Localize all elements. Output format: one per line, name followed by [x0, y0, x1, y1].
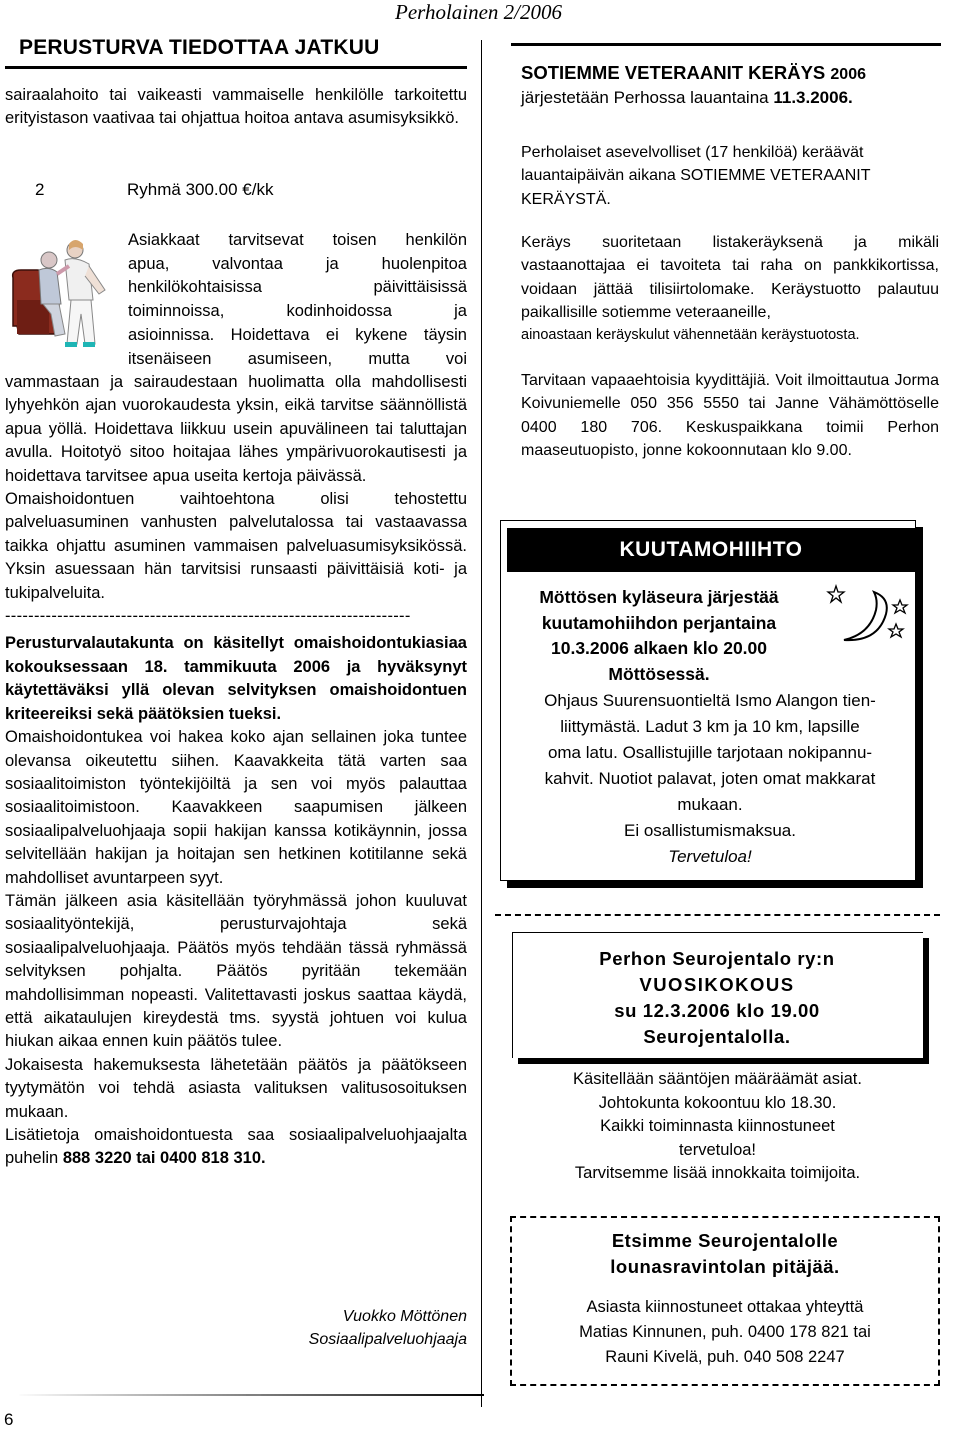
- ski-line: Möttösen kyläseura järjestää: [539, 587, 779, 607]
- dash-separator: ----------------------------------------------------------------------: [5, 607, 411, 626]
- meeting-text-line: Tarvitsemme lisää innokkaita toimijoita.: [574, 1164, 861, 1182]
- meeting-line: Seurojentalolla.: [643, 1026, 791, 1047]
- veterans-title: SOTIEMME VETERAANIT KERÄYS: [521, 62, 826, 83]
- ski-line: 10.3.2006 alkaen klo 20.00: [551, 638, 767, 658]
- veterans-date: 11.3.2006.: [773, 88, 853, 107]
- veterans-year: 2006: [830, 66, 866, 83]
- para1-line: henkilökohtaisissa päivittäisissä: [128, 278, 467, 297]
- ski-text-line: Ei osallistumismaksua.: [624, 821, 796, 840]
- ski-text-line: oma latu. Osallistujille tarjotaan nokipannu-: [547, 743, 873, 762]
- veterans-para2: Keräys suoritetaan listakeräyksenä ja mikäli vastaanottajaa ei tavoiteta tai raha on pankkikortissa, voidaan jättää tilisiirtolomake. Keräystuotto palautuu paikallisille sotiemme veteraaneille,: [521, 234, 939, 321]
- group-number: 2: [35, 180, 45, 199]
- right-separator: [495, 914, 940, 916]
- veterans-para1: Perholaiset asevelvolliset (17 henkilöä) keräävät lauantaipäivän aikana SOTIEMME VETERAANIT KERÄYSTÄ.: [521, 144, 871, 208]
- ski-welcome: Tervetuloa!: [668, 847, 752, 866]
- para3: Omaishoidontukea voi hakea koko ajan sellainen joka tuntee olevansa oikeutettu siihen. Kaavakkeita tätä varten saa sosiaalitoimiston työntekijöiltä ja sen voi myös palauttaa sosiaalitoimistoon. Kaavakkeen saapumisen jälkeen sosiaalipalveluohjaaja sopii hakijan kanssa kotikäynnin, jossa selvitellään hakijan ja hoitajan sen hetkinen kotitilanne sekä mahdolliset avuntarpeen syyt.: [5, 728, 467, 887]
- ski-line: Möttösessä.: [608, 663, 710, 684]
- para1-line: itsenäiseen asumiseen, mutta voi: [128, 349, 467, 368]
- meeting-text-line: tervetuloa!: [678, 1140, 757, 1159]
- para5: Jokaisesta hakemuksesta lähetetään päätös ja päätökseen tyytymätön voi tehdä asiasta valituksen valitusosoituksen mukaan.: [5, 1055, 467, 1121]
- title-rule: [5, 66, 467, 69]
- right-top-rule: [511, 43, 941, 46]
- search-line: lounasravintolan pitäjää.: [610, 1256, 840, 1277]
- search-line: Etsimme Seurojentalolle: [611, 1230, 839, 1251]
- meeting-text-line: Käsitellään sääntöjen määräämät asiat.: [573, 1070, 862, 1088]
- search-text-line: Matias Kinnunen, puh. 0400 178 821 tai: [579, 1323, 871, 1341]
- veterans-para2-note: ainoastaan keräyskulut vähennetään keräystuotosta.: [521, 327, 860, 344]
- para2: Omaishoidontuen vaihtoehtona olisi tehostettu palveluasuminen vanhusten palvelutalossa tai vastaavassa taikka ohjattu asuminen vammaisen palveluasumisyksikössä. Yksin asuessaan hän tarvitsisi runsaasti päivittäisiä koti- ja tukipalveluita.: [5, 490, 467, 602]
- veterans-para3: Tarvitaan vapaaehtoisia kyydittäjiä. Voit ilmoittautua Jorma Koivuniemelle 050 356 5550 tai Janne Vähämöttöselle 0400 180 706. Keskuspaikkana toimii Perhon maaseutuopisto, jonne kokoonnutaan klo 9.00.: [521, 372, 939, 459]
- para1-line: Asiakkaat tarvitsevat toisen henkilön: [128, 231, 467, 249]
- veterans-date-text: järjestetään Perhossa lauantaina: [521, 88, 774, 107]
- meeting-text-line: Johtokunta kokoontuu klo 18.30.: [598, 1093, 837, 1112]
- page-header: Perholainen 2/2006: [395, 0, 563, 24]
- signature-name: Vuokko Möttönen: [342, 1308, 467, 1325]
- search-text-line: Rauni Kivelä, puh. 040 508 2247: [605, 1348, 845, 1366]
- ski-title: KUUTAMOHIIHTO: [619, 538, 803, 561]
- section-title: PERUSTURVA TIEDOTTAA JATKUU: [19, 36, 380, 59]
- signature-title: Sosiaalipalveluohjaaja: [308, 1331, 467, 1348]
- search-text-line: Asiasta kiinnostuneet ottakaa yhteyttä: [586, 1298, 864, 1316]
- para6-text: Lisätietoja omaishoidontuesta saa sosiaalipalveluohjaajalta puhelin: [5, 1126, 467, 1168]
- bottom-rule: [14, 1394, 484, 1396]
- intro-paragraph: sairaalahoito tai vaikeasti vammaiselle henkilölle tarkoitettu erityistason vaativaa tai ohjattua hoitoa antava asumisyksikkö.: [5, 86, 467, 128]
- moon-stars-icon: [826, 584, 916, 654]
- para4: Tämän jälkeen asia käsitellään työryhmässä johon kuuluvat sosiaalityöntekijä, perusturvajohtaja sekä sosiaalipalveluohjaaja. Päätös myös tehdään tässä ryhmässä selvityksen pohjalta. Päätös pyritään tekemään mahdollisimman nopeasti. Valitettavasti joskus saattaa käydä, että aikataulujen kireydestä tms. syystä johtuen voi kulua hiukan aikaa ennen kuin päätös tulee.: [5, 891, 467, 1051]
- ski-text-line: mukaan.: [677, 795, 743, 814]
- ski-title-bar: [507, 528, 915, 572]
- group-label: Ryhmä 300.00 €/kk: [127, 180, 274, 199]
- column-divider: [481, 40, 482, 1407]
- para1-continued: vammastaan ja sairaudestaan huolimatta olla mahdollisesti lyhyehkön ajan vuorokaudesta yksin, eikä tarvitse säännöllistä apua yöllä. Hoidettava liikkuu usein apuvälineen tai taluttajan avulla. Hoitotyö sitoo hoitajaa lähes ympärivuorokautisesti ja hoidettava tarvitsee apua useita kertoja päivässä.: [5, 373, 467, 485]
- page-number: 6: [4, 1410, 14, 1429]
- ski-text-line: liittymästä. Ladut 3 km ja 10 km, lapsille: [560, 717, 860, 736]
- veterans-title-line: [521, 62, 951, 84]
- decision-paragraph: Perusturvalautakunta on käsitellyt omaishoidontukiasiaa kokouksessaan 18. tammikuuta 2006 ja hyväksynyt käytettäväksi yllä olevan selvityksen omaishoidontuen kriteereiksi sekä päätöksien tueksi.: [5, 634, 467, 723]
- ski-line: kuutamohiihdon perjantaina: [541, 612, 777, 633]
- veterans-date-line: [521, 88, 853, 108]
- contact-phone: 888 3220 tai 0400 818 310.: [62, 1149, 266, 1168]
- caregiver-illustration: [9, 230, 121, 350]
- para1-line: toiminnoissa, kodinhoidossa ja: [128, 302, 467, 321]
- meeting-line: Perhon Seurojentalo ry:n: [599, 948, 835, 969]
- meeting-line: su 12.3.2006 klo 19.00: [614, 1000, 820, 1021]
- ski-text-line: Ohjaus Suurensuontieltä Ismo Alangon tien-: [544, 691, 876, 710]
- para1-line: apua, valvontaa ja huolenpitoa: [128, 254, 467, 273]
- para6: [5, 1124, 467, 1171]
- para1-line: asioinnissa. Hoidettava ei kykene täysin: [128, 325, 467, 344]
- meeting-line: VUOSIKOKOUS: [639, 974, 795, 995]
- ski-text-line: kahvit. Nuotiot palavat, joten omat makkarat: [544, 769, 876, 788]
- meeting-text-line: Kaikki toiminnasta kiinnostuneet: [600, 1117, 835, 1135]
